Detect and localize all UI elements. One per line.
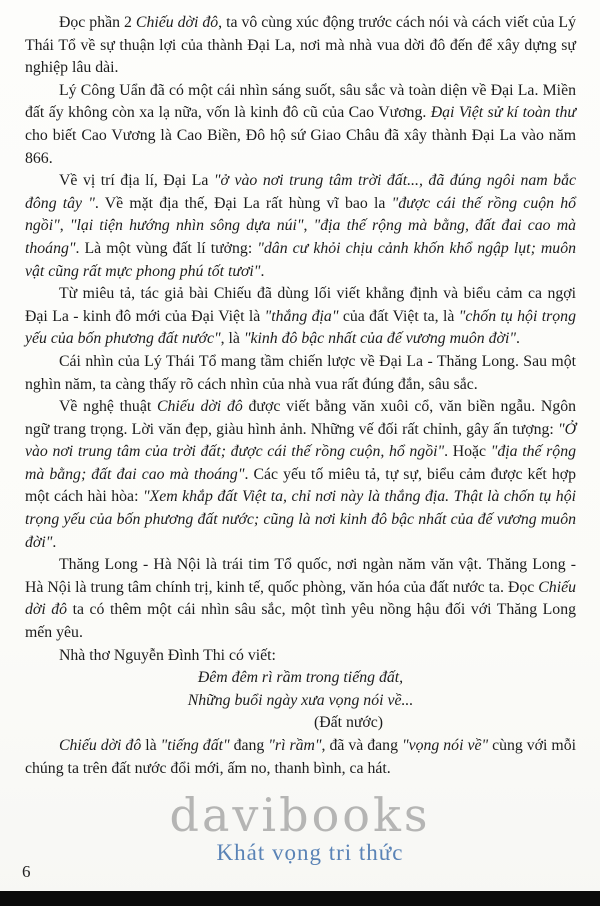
- text-run: "dân cư khỏi chịu cảnh khốn khổ ngập lụt; muôn vật cũng rất mực phong phú tốt tươi": [25, 239, 576, 280]
- text-run: Từ miêu tả, tác giả bài Chiếu đã dùng lối viết khẳng định và biểu cảm ca ngợi Đại La - kinh đô mới của Đại Việt là: [25, 285, 576, 325]
- verse-attribution: [73, 712, 600, 735]
- text-run: được viết bằng văn xuôi cổ, văn biền ngẫu. Ngôn ngữ trang trọng. Lời văn đẹp, giàu hình ảnh. Những vế đối rất chỉnh, gây ấn tượng:: [25, 398, 577, 438]
- paragraph: [25, 351, 576, 396]
- text-run: Về nghệ thuật: [59, 398, 157, 416]
- text-run: ta có thêm một cái nhìn sâu sắc, một tình yêu nồng hậu đối với Thăng Long mến yêu.: [25, 601, 576, 642]
- text-run: "rì rầm": [268, 737, 322, 754]
- text-run: cùng với mỗi chúng ta trên đất nước đổi mới, ấm no, thanh bình, ca hát.: [25, 737, 576, 777]
- text-run: cho biết Cao Vương là Cao Biền, Đô hộ sứ Giao Châu đã xây thành Đại La vào năm 866.: [25, 126, 576, 167]
- text-run: "ở vào nơi trung tâm trời đất..., đã đúng ngôi nam bắc đông tây ": [25, 172, 576, 212]
- text-run: là: [141, 737, 161, 754]
- text-run: .: [52, 533, 57, 551]
- text-run: ,: [59, 217, 70, 235]
- text-run: . Hoặc: [444, 443, 491, 461]
- text-run: , đã và đang: [321, 737, 402, 754]
- text-run: Những buổi ngày xưa vọng nói về...: [187, 691, 414, 709]
- text-run: "kinh đô bậc nhất của đế vương muôn đời": [243, 330, 516, 348]
- text-run: "địa thế rộng mà bằng, đất đai cao mà thoáng": [25, 217, 577, 257]
- text-run: .: [260, 262, 265, 280]
- text-run: Lý Công Uẩn đã có một cái nhìn sáng suốt, sâu sắc và toàn diện về Đại La. Miền đất ấy không còn xa lạ nữa, vốn là kinh đô cũ của Cao Vương.: [25, 81, 576, 122]
- paragraph: [25, 735, 576, 780]
- text-run: .: [516, 330, 520, 348]
- paragraph: [25, 80, 576, 170]
- paragraph: [25, 12, 576, 80]
- text-run: "Ở vào nơi trung tâm của trời đất; được cái thế rồng cuộn, hổ ngồi": [25, 420, 576, 461]
- text-run: của đất Việt ta, là: [338, 307, 459, 325]
- text-run: "được cái thế rồng cuộn hổ ngồi": [25, 194, 576, 235]
- text-run: , ta vô cùng xúc động trước cách nói và cách viết của Lý Thái Tổ về sự thuận lợi của thành Đại La, nơi mà nhà vua dời đô đến để xây dựng sự nghiệp lâu dài.: [25, 14, 576, 77]
- text-run: Chiếu dời đô: [156, 398, 243, 416]
- text-run: Về vị trí địa lí, Đại La: [59, 172, 214, 190]
- text-run: Chiếu dời đô: [135, 14, 219, 31]
- text-run: Thăng Long - Hà Nội là trái tim Tổ quốc, nơi ngàn năm văn vật. Thăng Long - Hà Nội là trung tâm chính trị, kinh tế, quốc phòng, văn hóa của đất nước ta. Đọc: [25, 556, 576, 596]
- text-run: Đọc phần 2: [59, 14, 136, 31]
- text-run: . Về mặt địa thế, Đại La rất hùng vĩ bao la: [94, 194, 392, 212]
- paragraph: [25, 645, 576, 668]
- text-run: Chiếu dời đô: [59, 737, 142, 754]
- text-run: đang: [229, 737, 269, 754]
- text-run: "địa thế rộng mà bằng; đất đai cao mà thoáng": [25, 443, 576, 483]
- paragraph: [25, 554, 576, 644]
- text-run: Chiếu dời đô: [25, 578, 576, 619]
- text-run: "vọng nói về": [401, 737, 489, 754]
- text-run: ,: [303, 217, 314, 235]
- text-run: Nhà thơ Nguyễn Đình Thi có viết:: [59, 646, 276, 664]
- text-run: Đêm đêm rì rầm trong tiếng đất,: [197, 669, 404, 687]
- paragraph: [25, 283, 576, 351]
- scan-edge-bar: [0, 891, 600, 906]
- paragraph: [25, 170, 576, 283]
- text-run: Đại Việt sử kí toàn thư: [430, 104, 576, 122]
- text-run: . Là một vùng đất lí tưởng:: [75, 239, 258, 257]
- text-run: , là: [220, 330, 244, 348]
- text-run: "chốn tụ hội trọng yếu của bốn phương đất nước": [25, 307, 576, 348]
- verse-line: [25, 667, 576, 690]
- text-run: (Đất nước): [313, 714, 384, 732]
- text-run: "tiếng đất": [160, 737, 230, 754]
- text-run: . Các yếu tố miêu tả, tự sự, biểu cảm được kết hợp một cách hài hòa:: [25, 465, 576, 506]
- text-run: "thắng địa": [264, 307, 339, 325]
- watermark-slogan-text: Khát vọng tri thức: [216, 840, 404, 865]
- document-body: [25, 12, 576, 780]
- verse-line: [25, 690, 576, 713]
- text-run: "Xem khắp đất Việt ta, chỉ nơi này là thắng địa. Thật là chốn tụ hội trọng yếu của bốn phương đất nước; cũng là nơi kinh đô bậc nhất của đế vương muôn đời": [25, 488, 576, 551]
- watermark-logo-text: davibooks: [169, 788, 431, 842]
- page-number: 6: [22, 862, 31, 881]
- text-run: "lại tiện hướng nhìn sông dựa núi": [69, 217, 304, 235]
- paragraph: [25, 396, 576, 554]
- text-run: Cái nhìn của Lý Thái Tổ mang tầm chiến lược về Đại La - Thăng Long. Sau một nghìn năm, ta càng thấy rõ cách nhìn của nhà vua rất đúng đắn, sâu sắc.: [25, 352, 576, 393]
